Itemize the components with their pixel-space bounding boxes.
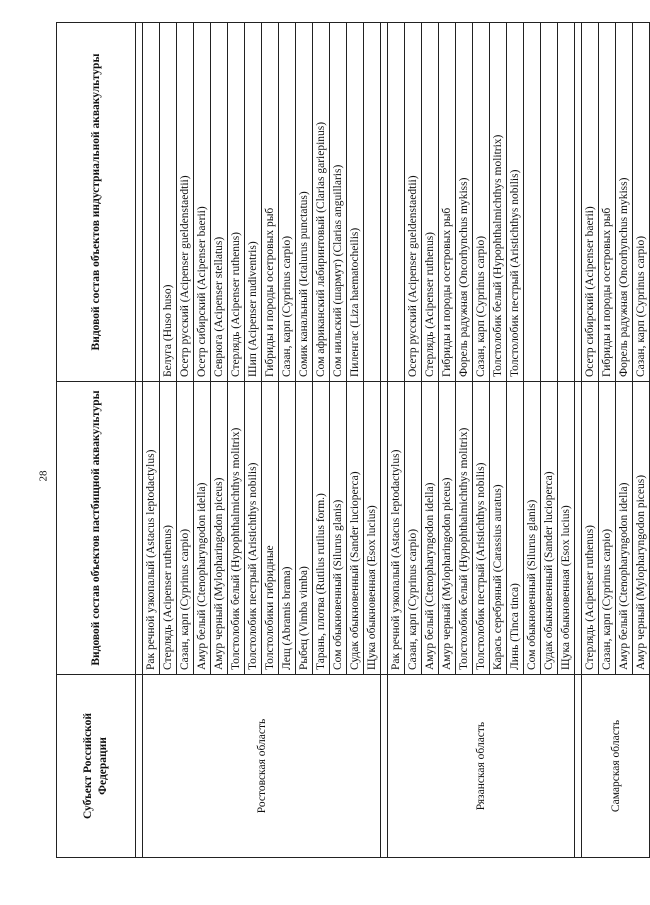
industrial-species-cell bbox=[143, 23, 160, 382]
table-row bbox=[143, 23, 160, 858]
pasture-species-cell: Амур черный (Mylopharyngodon piceus) bbox=[633, 382, 650, 675]
pasture-species-cell: Рыбец (Vimba vimba) bbox=[296, 382, 313, 675]
separator-cell bbox=[575, 23, 582, 382]
industrial-species-cell: Осетр русский (Acipenser gueldenstaedtii) bbox=[405, 23, 422, 382]
pasture-species-cell: Амур белый (Ctenopharyngodon idella) bbox=[422, 382, 439, 675]
pasture-species-cell: Амур белый (Ctenopharyngodon idella) bbox=[616, 382, 633, 675]
header-pasture-aquaculture: Видовой состав объектов пастбищной аквакультуры bbox=[57, 382, 136, 675]
industrial-species-cell: Толстолобик пестрый (Aristichthys nobilis) bbox=[507, 23, 524, 382]
industrial-species-cell: Гибриды и породы осетровых рыб bbox=[262, 23, 279, 382]
separator-cell bbox=[381, 675, 388, 858]
pasture-species-cell: Сазан, карп (Cyprinus carpio) bbox=[599, 382, 616, 675]
industrial-species-cell: Форель радужная (Oncorhynchus mykiss) bbox=[616, 23, 633, 382]
pasture-species-cell: Сазан, карп (Cyprinus carpio) bbox=[405, 382, 422, 675]
industrial-species-cell bbox=[524, 23, 541, 382]
pasture-species-cell: Карась серебряный (Carassius auratus) bbox=[490, 382, 507, 675]
pasture-species-cell: Амур черный (Mylopharingodon piceus) bbox=[211, 382, 228, 675]
pasture-species-cell: Стерлядь (Acipenser ruthenus) bbox=[160, 382, 177, 675]
pasture-species-cell: Судак обыкновенный (Sander lucioperca) bbox=[541, 382, 558, 675]
header-region: Субъект Российской Федерации bbox=[57, 675, 136, 858]
pasture-species-cell: Амур черный (Mylopharingodon piceus) bbox=[439, 382, 456, 675]
species-table bbox=[56, 22, 650, 858]
page-number: 28 bbox=[37, 470, 50, 482]
pasture-species-cell: Стерлядь (Acipenser ruthenus) bbox=[582, 382, 599, 675]
pasture-species-cell: Щука обыкновенная (Esox lucius) bbox=[364, 382, 381, 675]
pasture-species-cell: Толстолобик пестрый (Aristichthys nobilis) bbox=[473, 382, 490, 675]
table-row bbox=[582, 23, 599, 858]
industrial-species-cell bbox=[541, 23, 558, 382]
group-separator-row bbox=[381, 23, 388, 858]
separator-cell bbox=[381, 382, 388, 675]
group-separator-row bbox=[136, 23, 143, 858]
industrial-species-cell: Белуга (Huso huso) bbox=[160, 23, 177, 382]
industrial-species-cell bbox=[364, 23, 381, 382]
pasture-species-cell: Сазан, карп (Cyprinus carpio) bbox=[177, 382, 194, 675]
pasture-species-cell: Рак речной узкопалый (Astacus leptodactylus) bbox=[388, 382, 405, 675]
region-cell: Самарская область bbox=[582, 675, 650, 858]
industrial-species-cell: Толстолобик белый (Hypophthalmichthys molitrix) bbox=[490, 23, 507, 382]
table-row bbox=[388, 23, 405, 858]
industrial-species-cell: Форель радужная (Oncorhynchus mykiss) bbox=[456, 23, 473, 382]
industrial-species-cell: Осетр русский (Acipenser gueldenstaedtii) bbox=[177, 23, 194, 382]
separator-cell bbox=[575, 382, 582, 675]
industrial-species-cell: Стерлядь (Acipenser ruthenus) bbox=[422, 23, 439, 382]
industrial-species-cell: Сазан, карп (Cyprinus carpio) bbox=[279, 23, 296, 382]
pasture-species-cell: Щука обыкновенная (Esox lucius) bbox=[558, 382, 575, 675]
separator-cell bbox=[136, 675, 143, 858]
industrial-species-cell: Сомик канальный (Ictalurus punctatus) bbox=[296, 23, 313, 382]
group-separator-row bbox=[575, 23, 582, 858]
pasture-species-cell: Толстолобик белый (Hypophthalmichthys molitrix) bbox=[228, 382, 245, 675]
industrial-species-cell: Осетр сибирский (Acipenser baerii) bbox=[194, 23, 211, 382]
rotated-page-content bbox=[56, 23, 647, 858]
separator-cell bbox=[136, 382, 143, 675]
industrial-species-cell: Стерлядь (Acipenser ruthenus) bbox=[228, 23, 245, 382]
region-cell: Ростовская область bbox=[143, 675, 381, 858]
pasture-species-cell: Амур белый (Ctenopharyngodon idella) bbox=[194, 382, 211, 675]
industrial-species-cell: Пиленгас (Liza haematocheilis) bbox=[347, 23, 364, 382]
industrial-species-cell: Гибриды и породы осетровых рыб bbox=[439, 23, 456, 382]
separator-cell bbox=[381, 23, 388, 382]
industrial-species-cell: Шип (Acipenser nudiventris) bbox=[245, 23, 262, 382]
pasture-species-cell: Толстолобик белый (Hypophthalmichthys molitrix) bbox=[456, 382, 473, 675]
separator-cell bbox=[136, 23, 143, 382]
region-cell: Рязанская область bbox=[388, 675, 575, 858]
industrial-species-cell: Гибриды и породы осетровых рыб bbox=[599, 23, 616, 382]
industrial-species-cell bbox=[558, 23, 575, 382]
industrial-species-cell: Сазан, карп (Cyprinus carpio) bbox=[473, 23, 490, 382]
pasture-species-cell: Тарань, плотва (Rutilus rutilus form.) bbox=[313, 382, 330, 675]
table-body bbox=[136, 23, 650, 858]
header-industrial-aquaculture: Видовой состав объектов индустриальной аквакультуры bbox=[57, 23, 136, 382]
separator-cell bbox=[575, 675, 582, 858]
pasture-species-cell: Сом обыкновенный (Silurus glanis) bbox=[330, 382, 347, 675]
pasture-species-cell: Судак обыкновенный (Sander lucioperca) bbox=[347, 382, 364, 675]
industrial-species-cell: Севрюга (Acipenser stellatus) bbox=[211, 23, 228, 382]
table-header bbox=[57, 23, 136, 858]
industrial-species-cell: Сом африканский лабиринтовый (Clarias gariepinus) bbox=[313, 23, 330, 382]
industrial-species-cell bbox=[388, 23, 405, 382]
industrial-species-cell: Сом нильский (шармут) (Clarias anguillaris) bbox=[330, 23, 347, 382]
pasture-species-cell: Толстолобики гибридные bbox=[262, 382, 279, 675]
pasture-species-cell: Сом обыкновенный (Silurus glanis) bbox=[524, 382, 541, 675]
pasture-species-cell: Лещ (Abramis brama) bbox=[279, 382, 296, 675]
pasture-species-cell: Линь (Tinca tinca) bbox=[507, 382, 524, 675]
pasture-species-cell: Рак речной узкопалый (Astacus leptodactylus) bbox=[143, 382, 160, 675]
industrial-species-cell: Осетр сибирский (Acipenser baerii) bbox=[582, 23, 599, 382]
industrial-species-cell: Сазан, карп (Cyprinus carpio) bbox=[633, 23, 650, 382]
pasture-species-cell: Толстолобик пестрый (Aristichthys nobilis) bbox=[245, 382, 262, 675]
